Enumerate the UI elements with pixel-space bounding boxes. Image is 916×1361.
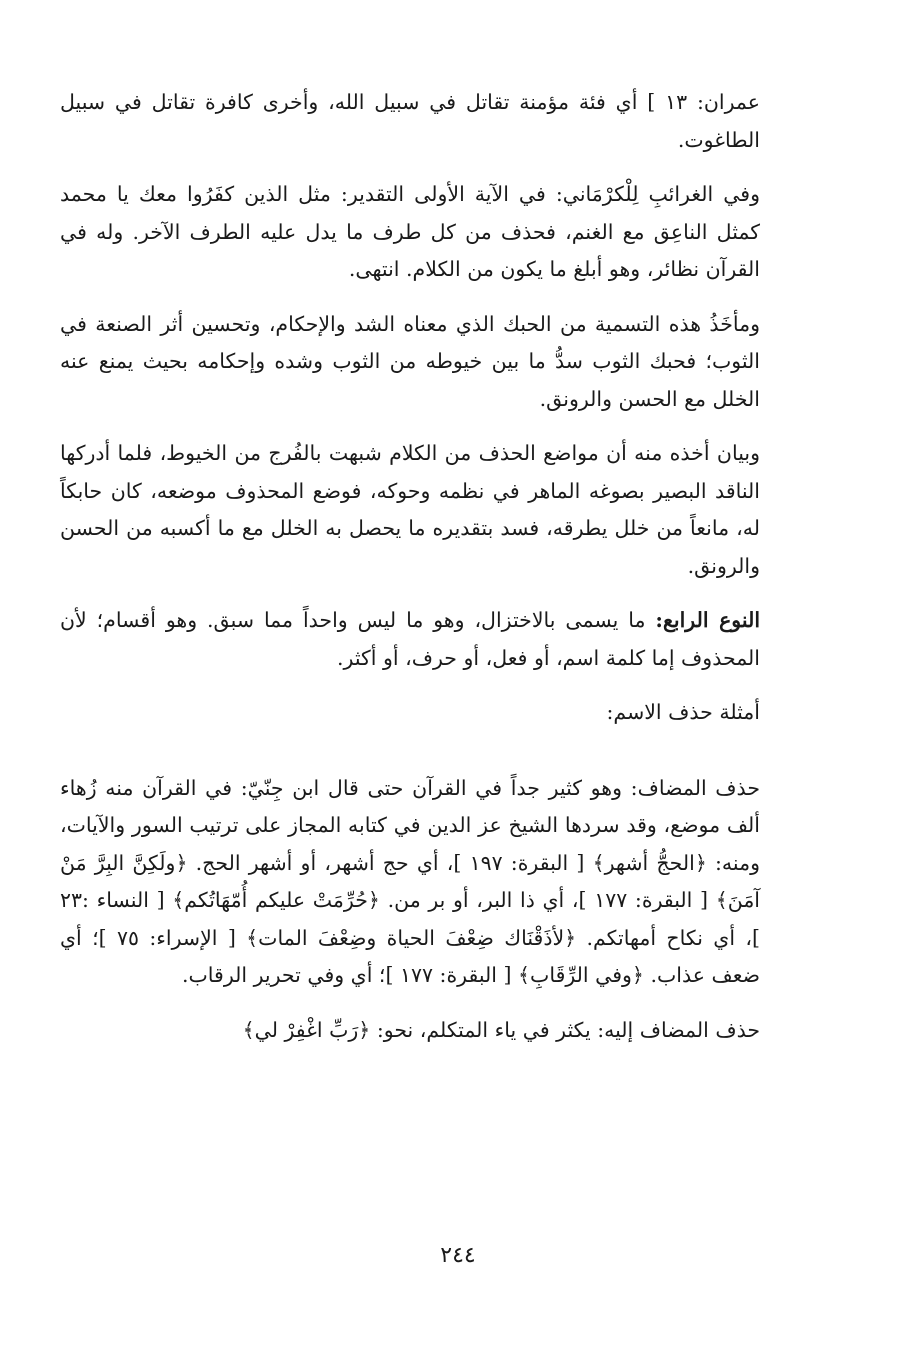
book-page-body [60, 84, 760, 1066]
section-heading: النوع الرابع: [655, 608, 761, 632]
paragraph-5-text: ما يسمى بالاختزال، وهو ما ليس واحداً مما سبق. وهو أقسام؛ لأن المحذوف إما كلمة اسم، أو فعل، أو حرف، أو أكثر. [60, 608, 760, 670]
paragraph-1: عمران: ١٣ ] أي فئة مؤمنة تقاتل في سبيل الله، وأخرى كافرة تقاتل في سبيل الطاغوت. [60, 90, 760, 152]
paragraph-6: أمثلة حذف الاسم: [606, 700, 760, 724]
paragraph-4: وبيان أخذه منه أن مواضع الحذف من الكلام شبهت بالفُرج من الخيوط، فلما أدركها الناقد البصير بصوغه الماهر في نظمه وحوكه، فوضع المحذوف موضعه، كان حابكاً له، مانعاً من خلل يطرقه، فسد بتقديره ما يحصل به الخلل مع ما أكسبه من الحسن والرونق. [60, 441, 760, 578]
page-number: ٢٤٤ [440, 1243, 476, 1268]
paragraph-3: ومأخَذُ هذه التسمية من الحبك الذي معناه الشد والإحكام، وتحسين أثر الصنعة في الثوب؛ فحبك الثوب سدُّ ما بين خيوطه من الثوب وشده وإحكامه بحيث يمنع عنه الخلل مع الحسن والرونق. [60, 311, 760, 411]
paragraph-2: وفي الغرائبِ لِلْكرْمَاني: في الآية الأولى التقدير: مثل الذين كفَرُوا معك يا محمد كمثل الناعِق مع الغنم، فحذف من كل طرف ما يدل عليه الطرف الآخر. وله في القرآن نظائر، وهو أبلغ ما يكون من الكلام. انتهى. [60, 182, 760, 281]
paragraph-7: حذف المضاف: وهو كثير جداً في القرآن حتى قال ابن جِنّيّ: في القرآن منه زُهاء ألف موضع، وقد سردها الشيخ عز الدين في كتابه المجاز على ترتيب السور والآيات، ومنه: ﴿الحجُّ أشهر﴾ [ البقرة: ١٩٧ ]، أي حج أشهر، أو أشهر الحج. ﴿ولَكِنَّ البِرَّ مَنْ آمَنَ﴾ [ البقرة: ١٧٧ ]، أي ذا البر، أو بر من. ﴿حُرِّمَتْ عليكم أُمّهَاتُكم﴾ [ النساء :٢٣ ]، أي نكاح أمهاتكم. ﴿لأذَقْنَاك ضِعْفَ الحياة وضِعْفَ المات﴾ [ الإسراء: ٧٥ ]؛ أي ضعف عذاب. ﴿وفي الرِّقَابِ﴾ [ البقرة: ١٧٧ ]؛ أي وفي تحرير الرقاب. [60, 775, 761, 987]
paragraph-5 [60, 602, 760, 677]
paragraph-8: حذف المضاف إليه: يكثر في ياء المتكلم، نحو: ﴿رَبِّ اغْفِرْ لي﴾ [242, 1017, 760, 1042]
